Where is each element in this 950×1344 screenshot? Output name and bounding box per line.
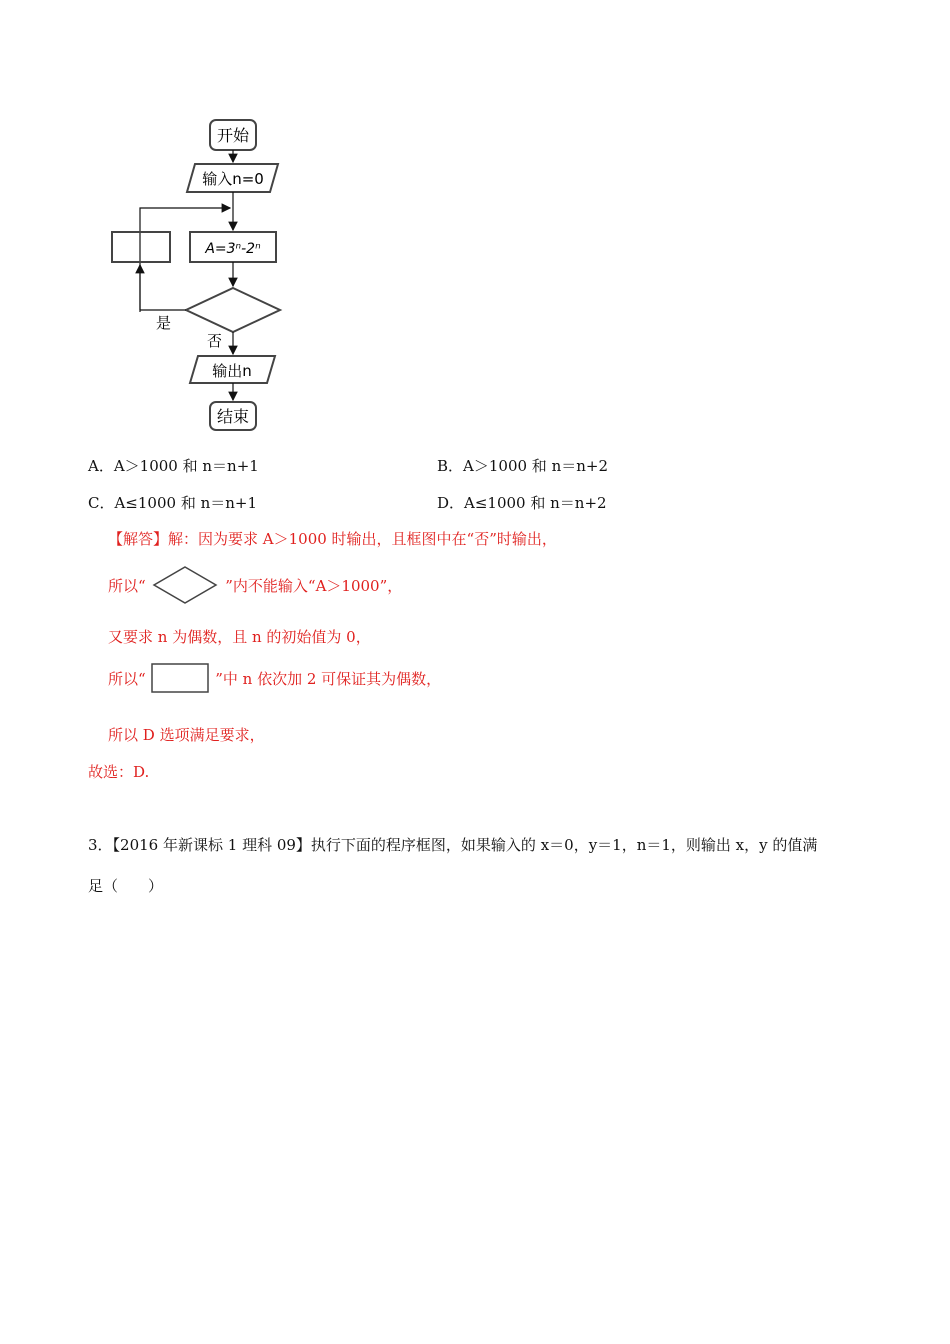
option-b: B．A＞1000 和 n＝n+2 [437, 457, 608, 475]
start-label: 开始 [216, 126, 250, 145]
no-label: 否 [207, 332, 223, 350]
diamond-icon [150, 565, 220, 605]
input-label: 输入n=0 [202, 170, 264, 188]
yes-label: 是 [156, 314, 172, 332]
option-c: C．A≤1000 和 n＝n+1 [88, 494, 258, 512]
solution-line5: 所以 D 选项满足要求， [108, 726, 265, 744]
solution-line2-pre: 所以“ [108, 576, 146, 595]
flowchart [100, 110, 300, 435]
end-label: 结束 [216, 407, 250, 426]
solution-line4-pre: 所以“ [108, 669, 146, 688]
question3-line1: 3．【2016 年新课标 1 理科 09】执行下面的程序框图，如果输入的 x＝0，y＝1，n＝1，则输出 x，y 的值满 [88, 836, 818, 854]
option-a: A．A＞1000 和 n＝n+1 [88, 457, 259, 475]
solution-line4-post: ”中 n 依次加 2 可保证其为偶数， [215, 669, 442, 688]
solution-line2 [108, 565, 402, 605]
solution-line1: 【解答】解：因为要求 A＞1000 时输出，且框图中在“否”时输出， [108, 530, 557, 548]
solution-line3: 又要求 n 为偶数，且 n 的初始值为 0， [108, 628, 371, 646]
solution-line2-post: ”内不能输入“A＞1000”， [225, 576, 403, 595]
question3-line2: 足（ ） [88, 877, 164, 895]
decision-diamond [186, 288, 280, 332]
rectangle-icon [150, 662, 210, 694]
solution-line6: 故选：D. [88, 763, 150, 781]
option-d: D．A≤1000 和 n＝n+2 [437, 494, 607, 512]
solution-line4 [108, 662, 441, 694]
output-label: 输出n [212, 362, 252, 380]
assign-label: A=3ⁿ-2ⁿ [205, 241, 261, 257]
empty-process-box [112, 232, 170, 262]
